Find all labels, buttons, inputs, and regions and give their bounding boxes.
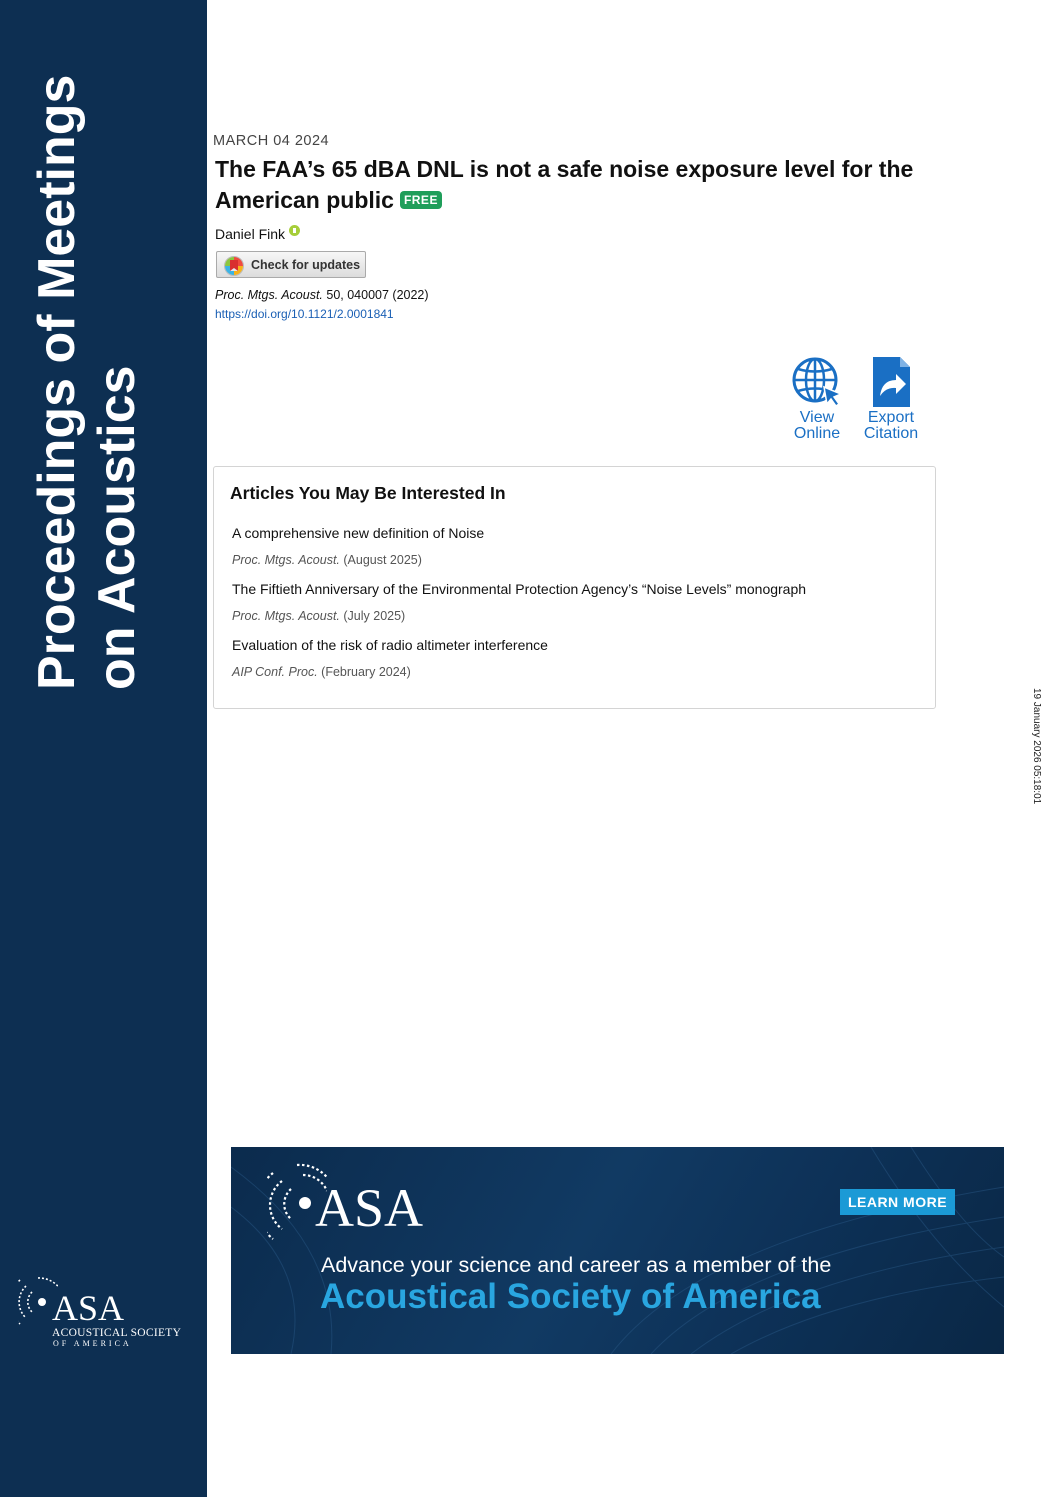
export-citation-line1: Export [867,409,915,426]
banner-asa-logo: ASA [315,1178,424,1238]
related-article-title[interactable]: The Fiftieth Anniversary of the Environmental Protection Agency’s “Noise Levels” monograph [232,581,807,597]
publication-date: MARCH 04 2024 [213,133,330,149]
free-badge: FREE [400,191,442,209]
list-item[interactable] [232,581,806,623]
author-name[interactable]: Daniel Fink [215,226,286,242]
check-for-updates-label: Check for updates [251,258,361,272]
related-article-date: (July 2025) [339,609,406,623]
view-online-line2: Online [793,425,841,442]
related-article-source [232,665,548,679]
asa-logo[interactable] [18,1272,193,1354]
learn-more-button[interactable]: LEARN MORE [840,1189,955,1215]
check-for-updates-button[interactable] [216,251,366,278]
export-citation-line2: Citation [863,425,919,442]
related-article-title[interactable]: A comprehensive new definition of Noise [232,525,485,541]
crossmark-icon [223,255,245,277]
journal-title [27,70,147,690]
citation [215,288,429,302]
related-article-date: (February 2024) [317,665,411,679]
asa-logo-america: OF AMERICA [53,1339,132,1348]
banner-tagline: Advance your science and career as a member of the [321,1253,832,1277]
related-articles-heading: Articles You May Be Interested In [230,483,506,503]
export-citation-button[interactable] [858,356,924,442]
asa-logo-society: ACOUSTICAL SOCIETY [52,1327,182,1339]
journal-title-line1: Proceedings of Meetings [28,74,86,690]
list-item[interactable] [232,637,548,679]
journal-title-line2: on Acoustics [88,365,146,690]
related-article-date: (August 2025) [339,553,422,567]
view-online-button[interactable] [786,356,848,442]
related-article-journal: Proc. Mtgs. Acoust. [232,609,340,623]
journal-sidebar [0,0,207,1497]
related-article-source [232,609,806,623]
related-articles-panel [213,466,936,709]
asa-membership-banner[interactable] [231,1147,1004,1354]
share-document-icon [870,356,912,408]
related-article-title[interactable]: Evaluation of the risk of radio altimeter interference [232,637,548,653]
globe-cursor-icon [791,356,843,408]
orcid-icon[interactable] [289,225,300,236]
list-item[interactable] [232,525,484,567]
related-article-source [232,553,484,567]
banner-society-name: Acoustical Society of America [320,1277,821,1316]
related-article-journal: Proc. Mtgs. Acoust. [232,553,340,567]
view-online-line1: View [799,409,835,426]
doi-link[interactable]: https://doi.org/10.1121/2.0001841 [215,307,394,321]
asa-logo-text: ASA [52,1288,125,1328]
citation-volume: 50, 040007 (2022) [322,288,429,302]
article-title [215,154,945,216]
author[interactable] [215,225,300,242]
download-timestamp: 19 January 2026 05:18:01 [1031,688,1042,805]
citation-journal: Proc. Mtgs. Acoust. [215,288,323,302]
article-title-text: The FAA’s 65 dBA DNL is not a safe noise exposure level for the American public [215,156,914,213]
related-article-journal: AIP Conf. Proc. [232,665,318,679]
